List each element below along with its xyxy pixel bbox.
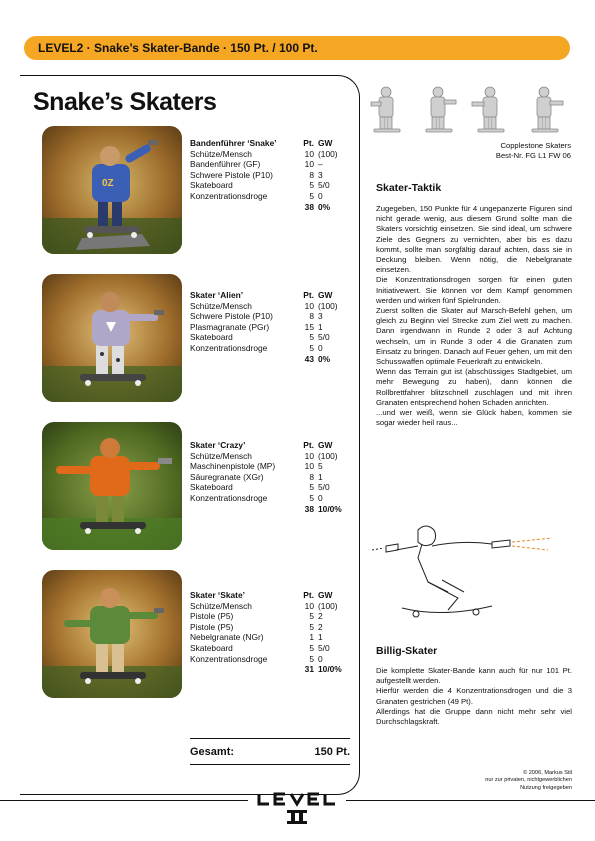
stat-row: Schwere Pistole (P10) 8 3 — [190, 169, 323, 180]
tactics-text: Zugegeben, 150 Punkte für 4 ungepanzerte Figuren sind nicht gerade wenig, aus diesem Grund sollte man die Skaters vorsichtig einsetzen. Sie sind ideal, um schwere Ziele des Gegners zu vernichten, aber bis es dazu kommt, sollte man sorgfältig darauf achten, dass sie in Deckung bleiben. Wenn nötig, die Nebelgranate einsetzen. Die Konzentrationsdrogen sorgen für einen guten Initiativewert. Sie können vor dem Kampf genommen werden und wirken fünf Spielrunden. Zuerst sollten die Skater auf Marsch-Befehl gehen, um gleich zu Beginn viel Strecke zum Ziel wett zu machen. Dann irgendwann in Runde 2 oder 3 auf Achtung wechseln, um in Runde 3 oder 4 die Granaten zum Einsatz zu bringen. Danach auf Feuer gehen, um mit den Schusswaffen optimale Feuerkraft zu entwickeln. Wenn das Terrain gut ist (abschüssiges Stadtgebiet, um mehr Bewegung zu haben), dann können die Rollbrettfahrer blitzschnell zuschlagen und mit ihren Granaten entsprechend hohen Schaden anrichten. ...und wer weiß, wenn sie Glück haben, kommen sie sogar wieder heil raus... — [376, 204, 572, 428]
stat-row: Skateboard 5 5/0 — [190, 482, 330, 493]
stat-total: 31 10/0% — [304, 664, 342, 675]
stat-row: Skateboard 5 5/0 — [190, 332, 330, 343]
skater-sketch — [372, 520, 557, 622]
tactics-heading: Skater-Taktik — [376, 182, 442, 194]
stat-row: Konzentrationsdroge 5 0 — [190, 190, 323, 201]
stat-row: Konzentrationsdroge 5 0 — [190, 492, 323, 503]
gesamt-row — [190, 746, 350, 758]
stat-row: Konzentrationsdroge 5 0 — [190, 342, 323, 353]
statblock-skate — [190, 590, 346, 675]
level-logo — [253, 790, 341, 826]
statblock-snake — [190, 138, 346, 212]
statblock-alien — [190, 290, 346, 364]
stat-row: Säuregranate (XGr) 8 1 — [190, 471, 323, 482]
footer-rule-left — [0, 800, 248, 801]
stat-row: Pistole (P5) 5 2 — [190, 621, 323, 632]
photo-snake — [42, 126, 182, 254]
copyright-note: © 2006, Markus Stil nur zur privaten, nichtgewerblichen Nutzung freigegeben — [485, 770, 572, 791]
logo-graphic — [253, 790, 341, 826]
stat-header: Bandenführer ‘Snake’ Pt. GW — [190, 138, 333, 148]
miniatures-caption: Copplestone Skaters Best-Nr. FG L1 FW 06 — [495, 141, 571, 160]
stat-row: Schütze/Mensch 10 (100) — [190, 600, 338, 611]
stat-row: Konzentrationsdroge 5 0 — [190, 653, 323, 664]
stat-total: 38 10/0% — [304, 503, 342, 514]
photo-skate — [42, 570, 182, 698]
gesamt-label: Gesamt: — [190, 746, 235, 758]
gesamt-rule-top — [190, 738, 350, 739]
gesamt-rule-bottom — [190, 764, 350, 765]
stat-row: Maschinenpistole (MP) 10 5 — [190, 461, 323, 472]
footer-rule-right — [346, 800, 595, 801]
stat-header: Skater ‘Skate’ Pt. GW — [190, 590, 333, 600]
svg-text:0Z: 0Z — [102, 178, 114, 189]
banner-text: LEVEL2 · Snake’s Skater-Bande · 150 Pt. / 100 Pt. — [38, 41, 318, 55]
cheap-text: Die komplette Skater-Bande kann auch für nur 101 Pt. aufgestellt werden. Hierfür werden die 4 Konzentrationsdrogen und die 3 Granaten gestrichen (49 Pt). Allerdings hat die Gruppe dann nicht mehr sehr viel Durchschlagskraft. — [376, 666, 572, 727]
stat-row: Schütze/Mensch 10 (100) — [190, 300, 338, 311]
stat-row: Pistole (P5) 5 2 — [190, 611, 323, 622]
statblock-crazy — [190, 440, 346, 514]
stat-row: Schütze/Mensch 10 (100) — [190, 450, 338, 461]
stat-row: Bandenführer (GF) 10 – — [190, 159, 323, 170]
stat-total: 43 0% — [304, 353, 331, 364]
miniatures-strip — [366, 82, 571, 138]
gesamt-value: 150 Pt. — [314, 746, 350, 758]
stat-total: 38 0% — [304, 201, 331, 212]
stat-row: Nebelgranate (NGr) 1 1 — [190, 632, 323, 643]
stat-header: Skater ‘Crazy’ Pt. GW — [190, 440, 333, 450]
stat-row: Plasmagranate (PGr) 15 1 — [190, 321, 323, 332]
stat-row: Schütze/Mensch 10 (100) — [190, 148, 338, 159]
stat-row: Schwere Pistole (P10) 8 3 — [190, 311, 323, 322]
stat-header: Skater ‘Alien’ Pt. GW — [190, 290, 333, 300]
page-title: Snake’s Skaters — [33, 88, 217, 116]
photo-alien — [42, 274, 182, 402]
cheap-heading: Billig-Skater — [376, 645, 438, 657]
stat-row: Skateboard 5 5/0 — [190, 642, 330, 653]
photo-crazy — [42, 422, 182, 550]
header-banner — [24, 36, 570, 60]
stat-row: Skateboard 5 5/0 — [190, 180, 330, 191]
